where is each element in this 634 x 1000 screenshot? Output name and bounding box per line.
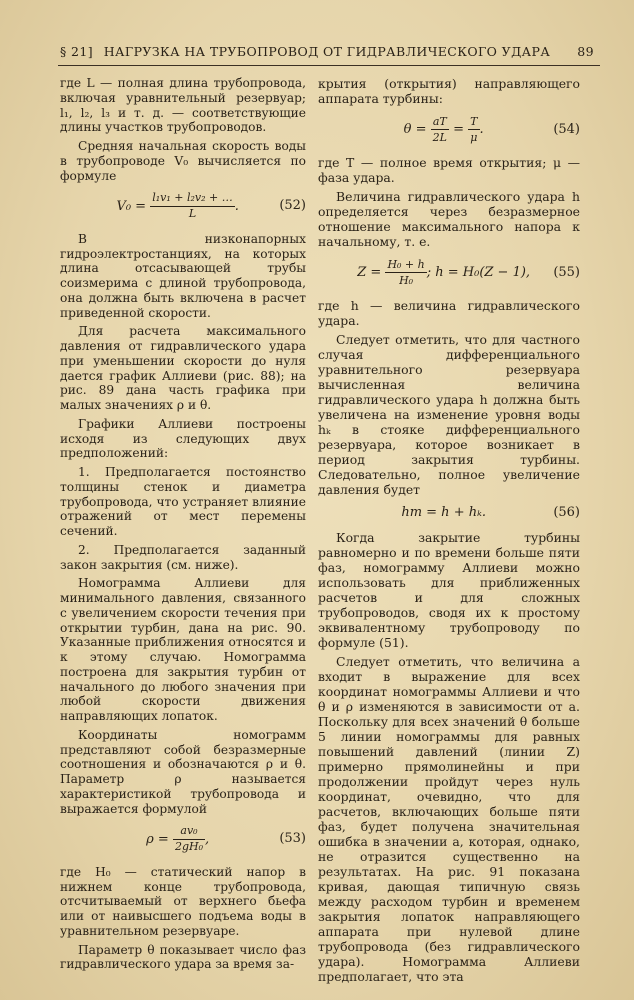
denominator: 2L [432,131,447,144]
formula-55 [318,257,580,288]
paragraph: В низконапорных гидроэлектростанциях, на которых длина отсасывающей трубы соизмерима с длиной трубопровода, она должна быть включена в расчет приведенной скорости. [60,231,306,320]
formula-tail: . [479,122,484,137]
formula-lhs: θ = [403,122,427,137]
paragraph: где T — полное время открытия; μ — фаза удара. [318,155,580,185]
equation-number: (56) [553,505,580,520]
formula-54 [318,114,580,145]
left-column [60,76,306,976]
paragraph: Средняя начальная скорость воды в трубопроводе V₀ вычисляется по формуле [60,139,306,183]
paragraph: Следует отметить, что величина a входит в выражение для всех координат номограммы Аллиеви и что θ и ρ изменяются в зависимости от a. Поскольку для всех значений θ больше 5 линии номограммы для равных повышений давлений (линии Z) примерно прямолинейны и при продолжении пройдут через нуль координат, очевидно, что для расчетов, включающих больше пяти фаз, будет получена значительная ошибка в значении a, которая, однако, не отразится существенно на результатах. На рис. 91 показана кривая, дающая типичную связь между расходом турбин и временем закрытия лопаток направляющего аппарата при нулевой длине трубопровода (без гидравлического удара). Номограмма Аллиеви предполагает, что эта [318,654,580,984]
fraction [431,114,449,145]
denominator: μ [470,131,478,144]
equation-number: (54) [553,122,580,137]
paragraph: где h — величина гидравлического удара. [318,298,580,328]
denominator: 2gH₀ [174,840,204,853]
paragraph: Когда закрытие турбины равномерно и по времени больше пяти фаз, номограмму Аллиеви можно использовать для приближенных расчетов и для сложных трубопроводов, сводя их к простому эквивалентному трубопроводу по формуле (51). [318,530,580,650]
equation-number: (53) [279,831,306,847]
formula-expression: hт = h + hₖ. [401,505,486,520]
running-header [60,40,594,64]
paragraph: 2. Предполагается заданный закон закрытия (см. ниже). [60,542,306,572]
numerator: aT [431,114,449,130]
paragraph: Следует отметить, что для частного случая дифференциального уравнительного резервуара вычисленная величина гидравлического удара h должна быть увеличена на изменение уровня воды hₖ в стояке дифференциального резервуара, которое возникает в период закрытия турбины. Следовательно, полное увеличение давления будет [318,332,580,497]
paragraph: Для расчета максимального давления от гидравлического удара при уменьшении скорости до нуля дается график Аллиеви (рис. 88); на рис. 89 дана часть графика при малых значениях ρ и θ. [60,324,306,412]
paragraph: Координаты номограмм представляют собой безразмерные соотношения и обозначаются ρ и θ. Параметр ρ называется характеристикой трубопровода и выражается формулой [60,727,306,816]
paragraph: где H₀ — статический напор в нижнем конце трубопровода, отсчитываемый от верхнего бьефа или от наивысшего подъема воды в уравнительном резервуаре. [60,864,306,938]
paragraph: крытия (открытия) направляющего аппарата турбины: [318,76,580,106]
paragraph: 1. Предполагается постоянство толщины стенок и диаметра трубопровода, что устраняет влияние отражений от мест перемены сечений. [60,465,306,538]
paragraph: Величина гидравлического удара h определяется через безразмерное отношение максимального напора к начальному, т. е. [318,189,580,249]
denominator: H₀ [399,274,414,287]
fraction [150,191,235,222]
numerator: l₁v₁ + l₂v₂ + … [150,191,235,207]
paragraph: где L — полная длина трубопровода, включая уравнительный резервуар; l₁, l₂, l₃ и т. д. — соответствующие длины участков трубопроводов. [60,76,306,135]
header-rule [58,65,600,66]
formula-lhs: V₀ = [116,199,147,214]
formula-tail: . [234,199,239,214]
formula-56 [318,505,580,520]
paragraph: Номограмма Аллиеви для минимального давления, связанного с увеличением скорости течения при открытии турбин, дана на рис. 90. Указанные приближения относятся и к этому случаю. Номограмма построена для закрытия турбин от начального до любого значения при любой скорости движения направляющих лопаток. [60,576,306,723]
formula-52 [60,191,306,222]
numerator: av₀ [173,824,205,840]
header-title: НАГРУЗКА НА ТРУБОПРОВОД ОТ ГИДРАВЛИЧЕСКОГО УДАРА [103,44,551,59]
numerator: H₀ + h [387,258,425,271]
section-number: § 21] [60,44,94,59]
formula-tail: , [205,832,210,847]
formula-tail: ; h = H₀(Z − 1), [426,265,531,280]
formula-lhs: Z = [357,265,382,280]
formula-lhs: ρ = [146,832,169,847]
formula-53 [60,824,306,855]
equals-sign: = [453,122,465,137]
equation-number: (55) [553,265,580,280]
paragraph: Графики Аллиеви построены исходя из следующих двух предположений: [60,416,306,461]
fraction [385,257,426,288]
denominator: L [188,207,197,220]
fraction [468,114,479,145]
numerator: T [470,115,478,128]
fraction [173,824,205,855]
right-column [318,76,580,988]
equation-number: (52) [279,198,306,214]
page-number: 89 [577,44,594,59]
paragraph: Параметр θ показывает число фаз гидравлического удара за время за- [60,942,306,972]
